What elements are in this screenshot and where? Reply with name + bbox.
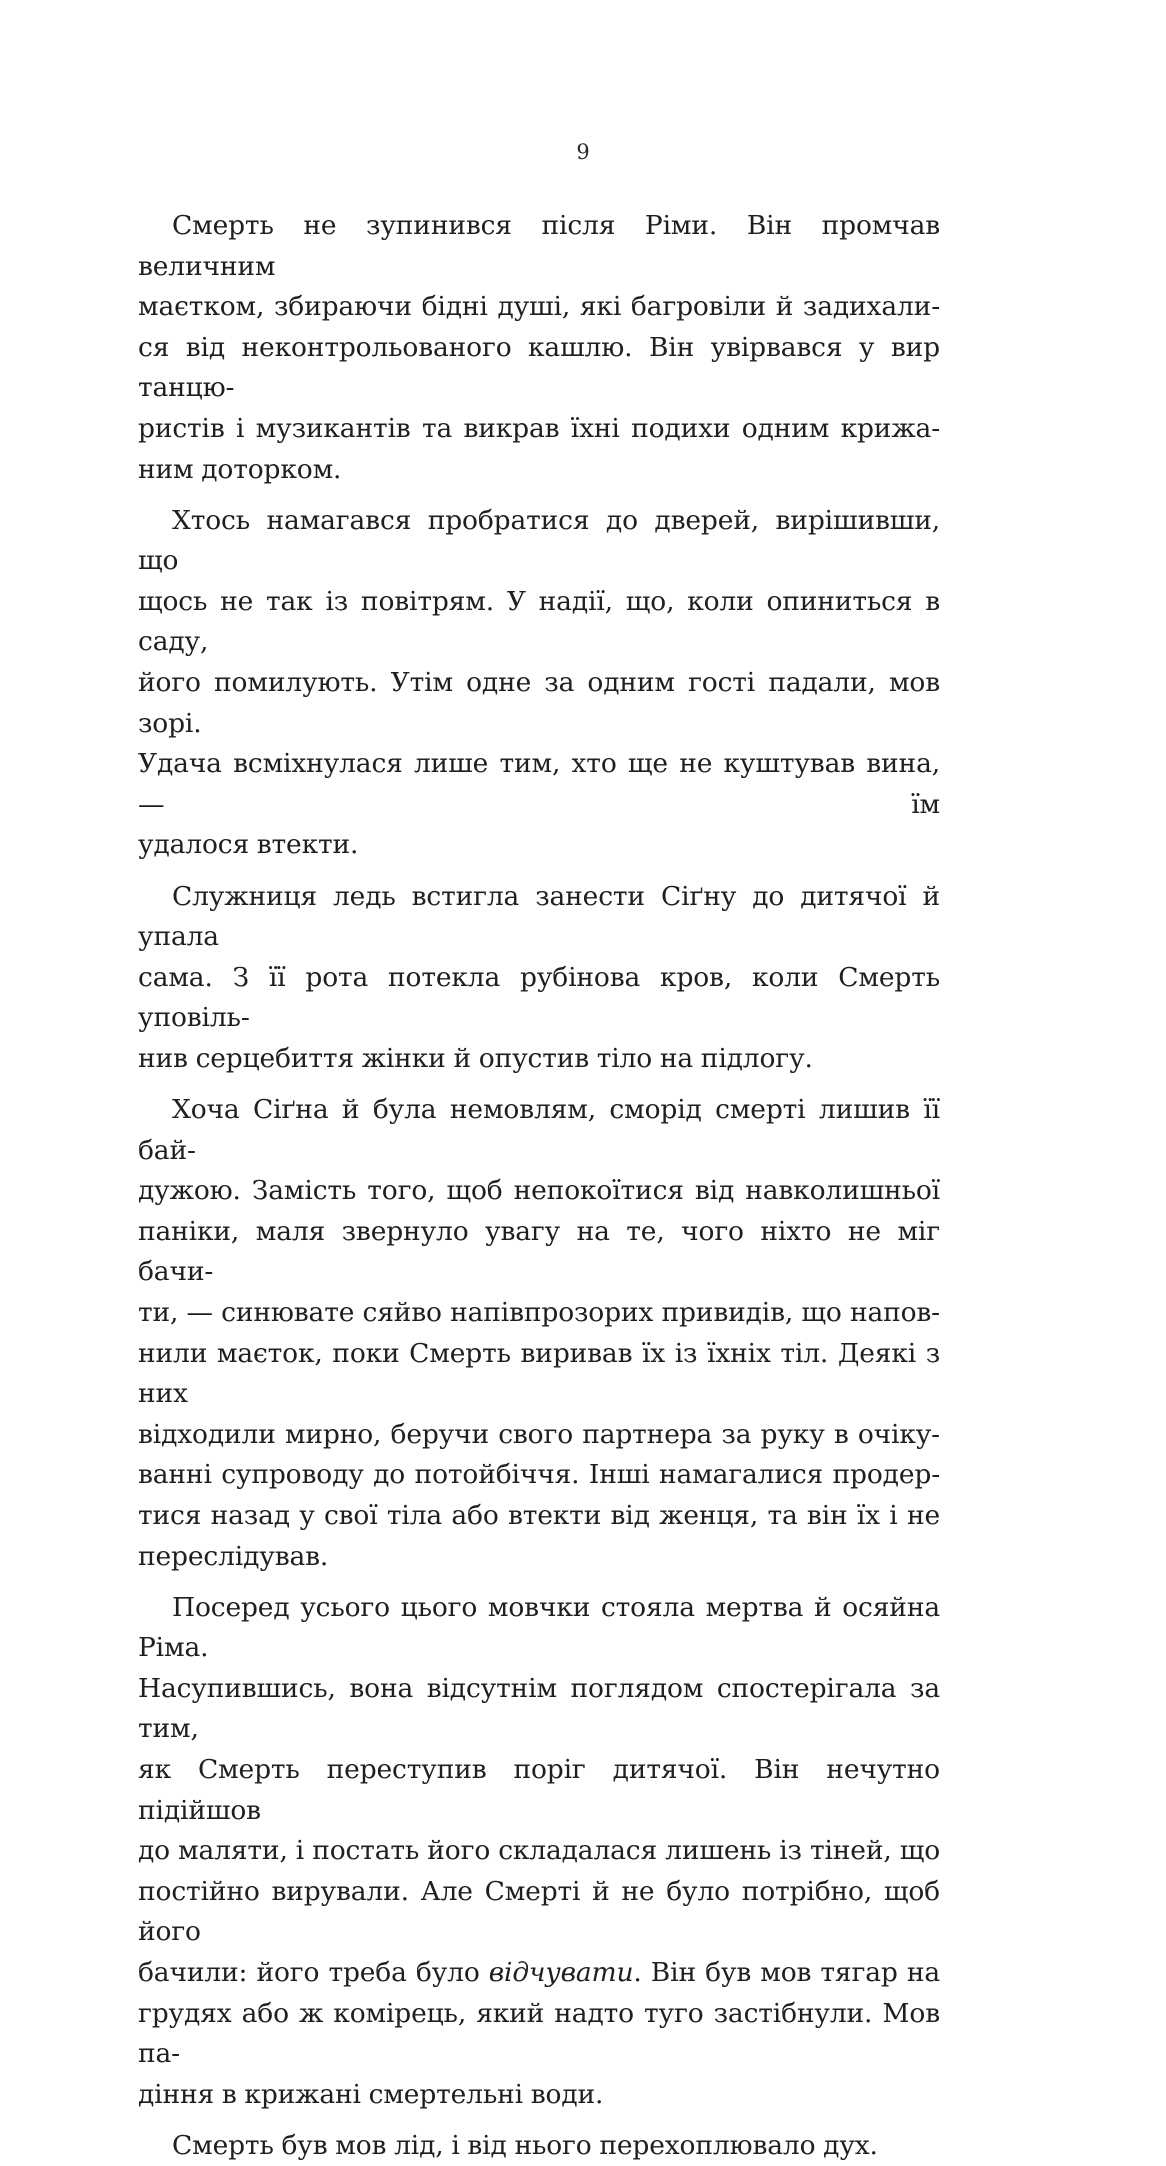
text-line: Хоча Сіґна й була немовлям, сморід смерті лишив її бай- xyxy=(138,1093,940,1166)
text-line: ванні супроводу до потойбіччя. Інші намагалися продер- xyxy=(138,1459,940,1491)
text-line: переслідував. xyxy=(138,1540,329,1572)
text-line: сама. З її рота потекла рубінова кров, коли Смерть уповіль- xyxy=(138,961,940,1034)
text-line: ристів і музикантів та викрав їхні подихи одним крижа- xyxy=(138,412,940,444)
text-line: удалося втекти. xyxy=(138,829,359,861)
text-line: ся від неконтрольованого кашлю. Він увірвався у вир танцю- xyxy=(138,331,940,404)
text-line: його помилують. Утім одне за одним гості падали, мов зорі. xyxy=(138,667,940,739)
text-line: Служниця ледь встигла занести Сіґну до дитячої й упала xyxy=(138,880,940,953)
text-line: щось не так із повітрям. У надії, що, коли опиниться в саду, xyxy=(138,585,940,658)
text-line: до маляти, і постать його складалася лишень із тіней, що xyxy=(138,1835,940,1867)
text-line: Удача всміхнулася лише тим, хто ще не куштував вина, — їм xyxy=(138,748,940,820)
text-line: Смерть був мов лід, і від нього перехоплювало дух. xyxy=(172,2129,878,2161)
paragraph-2 xyxy=(138,501,940,866)
paragraph-1 xyxy=(138,206,940,490)
body-text xyxy=(138,206,940,2166)
emphasized-word: відчувати xyxy=(488,1956,634,1988)
paragraph-5 xyxy=(138,1588,940,2116)
text-line: нили маєток, поки Смерть виривав їх із їхніх тіл. Деякі з них xyxy=(138,1337,940,1410)
text-line: як Смерть переступив поріг дитячої. Він нечутно підійшов xyxy=(138,1753,940,1826)
text-line: Посеред усього цього мовчки стояла мертва й осяйна Ріма. xyxy=(138,1591,940,1664)
paragraph-6 xyxy=(138,2126,940,2166)
paragraph-3 xyxy=(138,877,940,1080)
page-number: 9 xyxy=(576,140,590,164)
text-segment: . Він був мов тягар на xyxy=(633,1956,940,1988)
text-segment: бачили: його треба було xyxy=(138,1956,489,1988)
text-line: Насупившись, вона відсутнім поглядом спостерігала за тим, xyxy=(138,1672,940,1745)
text-line: Хтось намагався пробратися до дверей, вирішивши, що xyxy=(138,504,940,577)
paragraph-4 xyxy=(138,1090,940,1577)
text-line-with-emphasis xyxy=(138,1953,940,1994)
text-line: грудях або ж комірець, який надто туго застібнули. Мов па- xyxy=(138,1997,940,2070)
text-line: ним доторком. xyxy=(138,453,342,485)
text-line: постійно вирували. Але Смерті й не було потрібно, щоб його xyxy=(138,1875,940,1948)
text-line: нив серцебиття жінки й опустив тіло на підлогу. xyxy=(138,1042,813,1074)
text-line: діння в крижані смертельні води. xyxy=(138,2078,604,2110)
text-line: ти, — синювате сяйво напівпрозорих привидів, що напов- xyxy=(138,1296,940,1328)
text-line: відходили мирно, беручи свого партнера за руку в очіку- xyxy=(138,1418,940,1450)
text-line: маєтком, збираючи бідні душі, які багровіли й задихали- xyxy=(138,291,940,323)
text-line: Смерть не зупинився після Ріми. Він промчав величним xyxy=(138,210,940,282)
text-line: паніки, маля звернуло увагу на те, чого ніхто не міг бачи- xyxy=(138,1215,940,1288)
text-line: тися назад у свої тіла або втекти від женця, та він їх і не xyxy=(138,1499,940,1531)
text-line: дужою. Замість того, щоб непокоїтися від навколишньої xyxy=(138,1175,940,1207)
